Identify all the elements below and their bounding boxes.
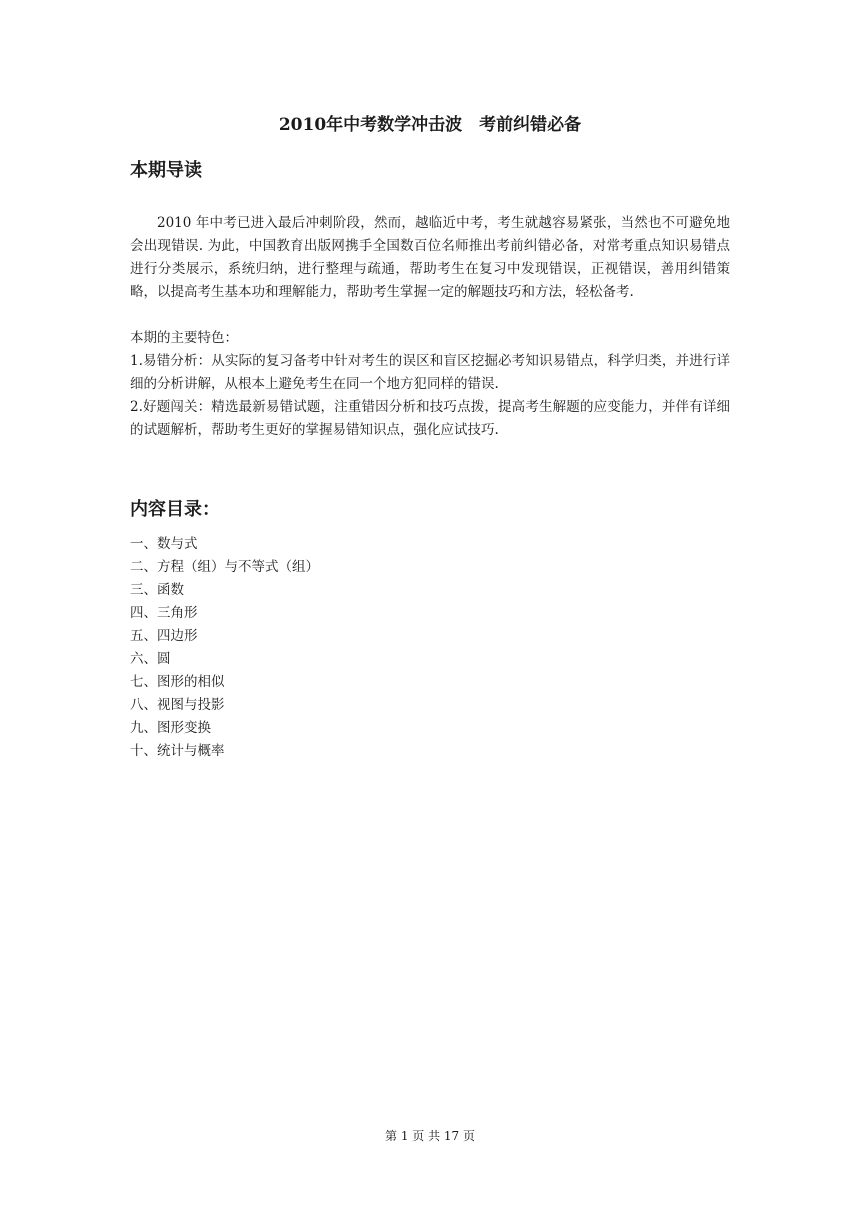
feature-item-2: 2.好题闯关：精选最新易错试题，注重错因分析和技巧点拨，提高考生解题的应变能力，并伴有详细的试题解析，帮助考生更好的掌握易错知识点，强化应试技巧. xyxy=(130,399,730,438)
toc-item: 一、数与式 xyxy=(130,536,198,552)
toc-item: 四、三角形 xyxy=(130,605,198,621)
toc-item: 十、统计与概率 xyxy=(130,743,225,759)
features-block xyxy=(130,327,730,442)
toc-item: 六、圆 xyxy=(130,651,171,667)
document-title: 2010年中考数学冲击波 考前纠错必备 xyxy=(278,115,582,135)
toc-list xyxy=(130,533,730,763)
toc-item: 五、四边形 xyxy=(130,628,198,644)
feature-item-1: 1.易错分析：从实际的复习备考中针对考生的误区和盲区挖掘必考知识易错点，科学归类，并进行详细的分析讲解，从根本上避免考生在同一个地方犯同样的错误. xyxy=(130,353,730,392)
toc-item: 三、函数 xyxy=(130,582,184,598)
page-content xyxy=(130,112,730,763)
toc-item: 七、图形的相似 xyxy=(130,674,225,690)
intro-paragraph: 2010 年中考已进入最后冲刺阶段，然而，越临近中考，考生就越容易紧张，当然也不可避免地会出现错误. 为此，中国教育出版网携手全国数百位名师推出考前纠错必备，对常考重点知识易错点进行分类展示，系统归纳，进行整理与疏通，帮助考生在复习中发现错误，正视错误，善用纠错策略，以提高考生基本功和理解能力，帮助考生掌握一定的解题技巧和方法，轻松备考. xyxy=(130,215,730,300)
toc-heading: 内容目录： xyxy=(130,499,220,520)
page-footer: 第 1 页 共 17 页 xyxy=(385,1129,475,1143)
toc-item: 八、视图与投影 xyxy=(130,697,225,713)
toc-item: 二、方程（组）与不等式（组） xyxy=(130,559,319,575)
intro-heading: 本期导读 xyxy=(130,160,202,181)
features-label: 本期的主要特色： xyxy=(130,330,238,346)
toc-item: 九、图形变换 xyxy=(130,720,211,736)
